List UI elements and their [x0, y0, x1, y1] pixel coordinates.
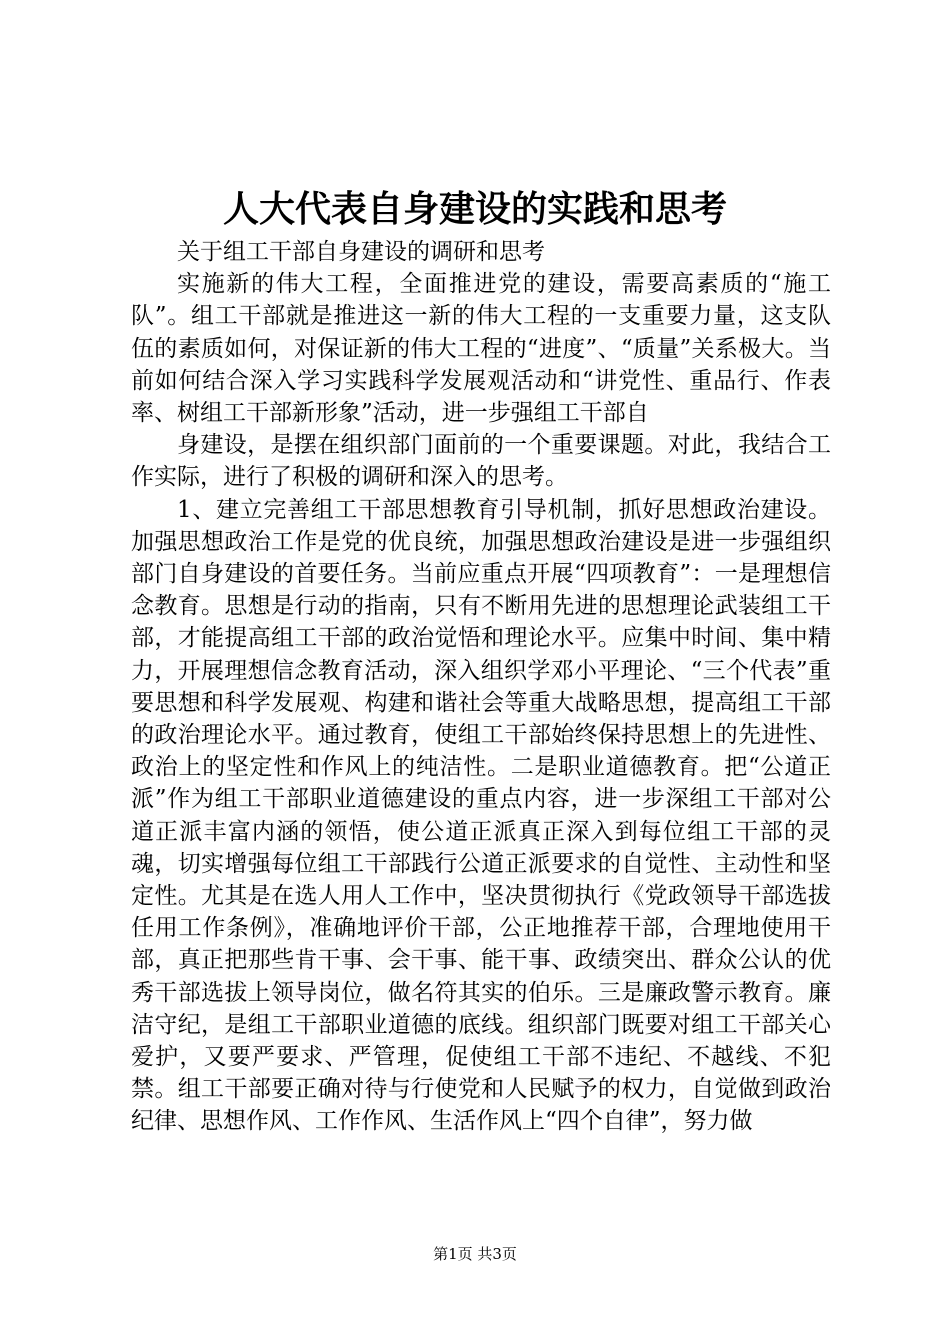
document-subtitle: 关于组工干部自身建设的调研和思考 [177, 239, 545, 265]
page-number: 第1页 [433, 1245, 473, 1263]
page-total: 共3页 [477, 1245, 517, 1263]
document-title: 人大代表自身建设的实践和思考 [222, 188, 727, 230]
paragraph: 实施新的伟大工程，全面推进党的建设，需要高素质的“施工队”。组工干部就是推进这一新的伟大工程的一支重要力量，这支队伍的素质如何，对保证新的伟大工程的“进度”、“质量”关系极大。当前如何结合深入学习实践科学发展观活动和“讲党性、重品行、作表率、树组工干部新形象”活动，进一步强组工干部自 [131, 271, 831, 427]
paragraph: 身建设，是摆在组织部门面前的一个重要课题。对此，我结合工作实际，进行了积极的调研和深入的思考。 [131, 432, 831, 491]
page-footer [0, 1244, 950, 1264]
paragraph: 1、建立完善组工干部思想教育引导机制，抓好思想政治建设。加强思想政治工作是党的优良统，加强思想政治建设是进一步强组织部门自身建设的首要任务。当前应重点开展“四项教育”：一是理想信念教育。思想是行动的指南，只有不断用先进的思想理论武装组工干部，才能提高组工干部的政治觉悟和理论水平。应集中时间、集中精力，开展理想信念教育活动，深入组织学邓小平理论、“三个代表”重要思想和科学发展观、构建和谐社会等重大战略思想，提高组工干部的政治理论水平。通过教育，使组工干部始终保持思想上的先进性、政治上的坚定性和作风上的纯洁性。二是职业道德教育。把“公道正派”作为组工干部职业道德建设的重点内容，进一步深组工干部对公道正派丰富内涵的领悟，使公道正派真正深入到每位组工干部的灵魂，切实增强每位组工干部践行公道正派要求的自觉性、主动性和坚定性。尤其是在选人用人工作中，坚决贯彻执行《党政领导干部选拔任用工作条例》，准确地评价干部，公正地推荐干部，合理地使用干部，真正把那些肯干事、会干事、能干事、政绩突出、群众公认的优秀干部选拔上领导岗位，做名符其实的伯乐。三是廉政警示教育。廉洁守纪，是组工干部职业道德的底线。组织部门既要对组工干部关心爱护，又要严要求、严管理，促使组工干部不违纪、不越线、不犯禁。组工干部要正确对待与行使党和人民赋予的权力，自觉做到政治纪律、思想作风、工作作风、生活作风上“四个自律”，努力做 [131, 496, 831, 1135]
document-body [131, 236, 831, 1138]
